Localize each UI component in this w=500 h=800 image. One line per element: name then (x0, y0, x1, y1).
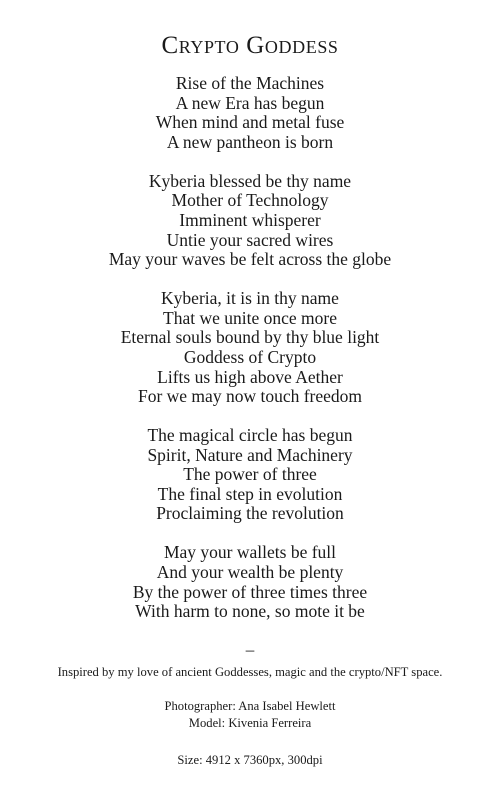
stanza-1 (0, 74, 500, 152)
poem-line: Imminent whisperer (179, 209, 321, 230)
section-separator: – (245, 639, 255, 659)
poem-line: Kyberia blessed be thy name (148, 170, 352, 191)
poem-line: The magical circle has begun (147, 425, 353, 446)
stanza-2 (0, 172, 500, 270)
poem-line: A new pantheon is born (166, 131, 334, 152)
poem-line: By the power of three times three (132, 581, 368, 602)
poem-line: May your wallets be full (163, 542, 337, 563)
poem-line: May your waves be felt across the globe (108, 249, 392, 270)
stanza-5 (0, 543, 500, 621)
image-size-info: Size: 4912 x 7360px, 300dpi (177, 752, 323, 767)
poem-line: When mind and metal fuse (155, 112, 345, 133)
credits-block (0, 698, 500, 732)
poem-line: Lifts us high above Aether (157, 366, 343, 387)
poem-line: With harm to none, so mote it be (135, 601, 365, 622)
poem-line: For we may now touch freedom (137, 386, 363, 407)
poem-line: Untie your sacred wires (166, 229, 334, 250)
poem-body (0, 74, 500, 622)
inspiration-note: Inspired by my love of ancient Goddesses, magic and the crypto/NFT space. (57, 664, 443, 679)
model-credit: Model: Kivenia Ferreira (188, 715, 312, 730)
poem-line: Proclaiming the revolution (156, 503, 344, 524)
poem-line: Kyberia, it is in thy name (161, 288, 339, 309)
photographer-credit: Photographer: Ana Isabel Hewlett (164, 698, 336, 713)
poem-line: The final step in evolution (157, 483, 343, 504)
poem-line: Goddess of Crypto (183, 346, 317, 367)
poem-line: Eternal souls bound by thy blue light (120, 327, 380, 348)
poem-line: The power of three (183, 464, 317, 485)
poem-line: That we unite once more (163, 307, 337, 328)
poem-line: Rise of the Machines (175, 73, 325, 93)
poem-line: Spirit, Nature and Machinery (147, 444, 353, 465)
poem-title: Crypto Goddess (161, 32, 339, 59)
stanza-3 (0, 289, 500, 407)
poem-line: A new Era has begun (175, 92, 325, 113)
stanza-4 (0, 426, 500, 524)
poem-line: And your wealth be plenty (156, 562, 344, 583)
poem-line: Mother of Technology (171, 190, 329, 211)
